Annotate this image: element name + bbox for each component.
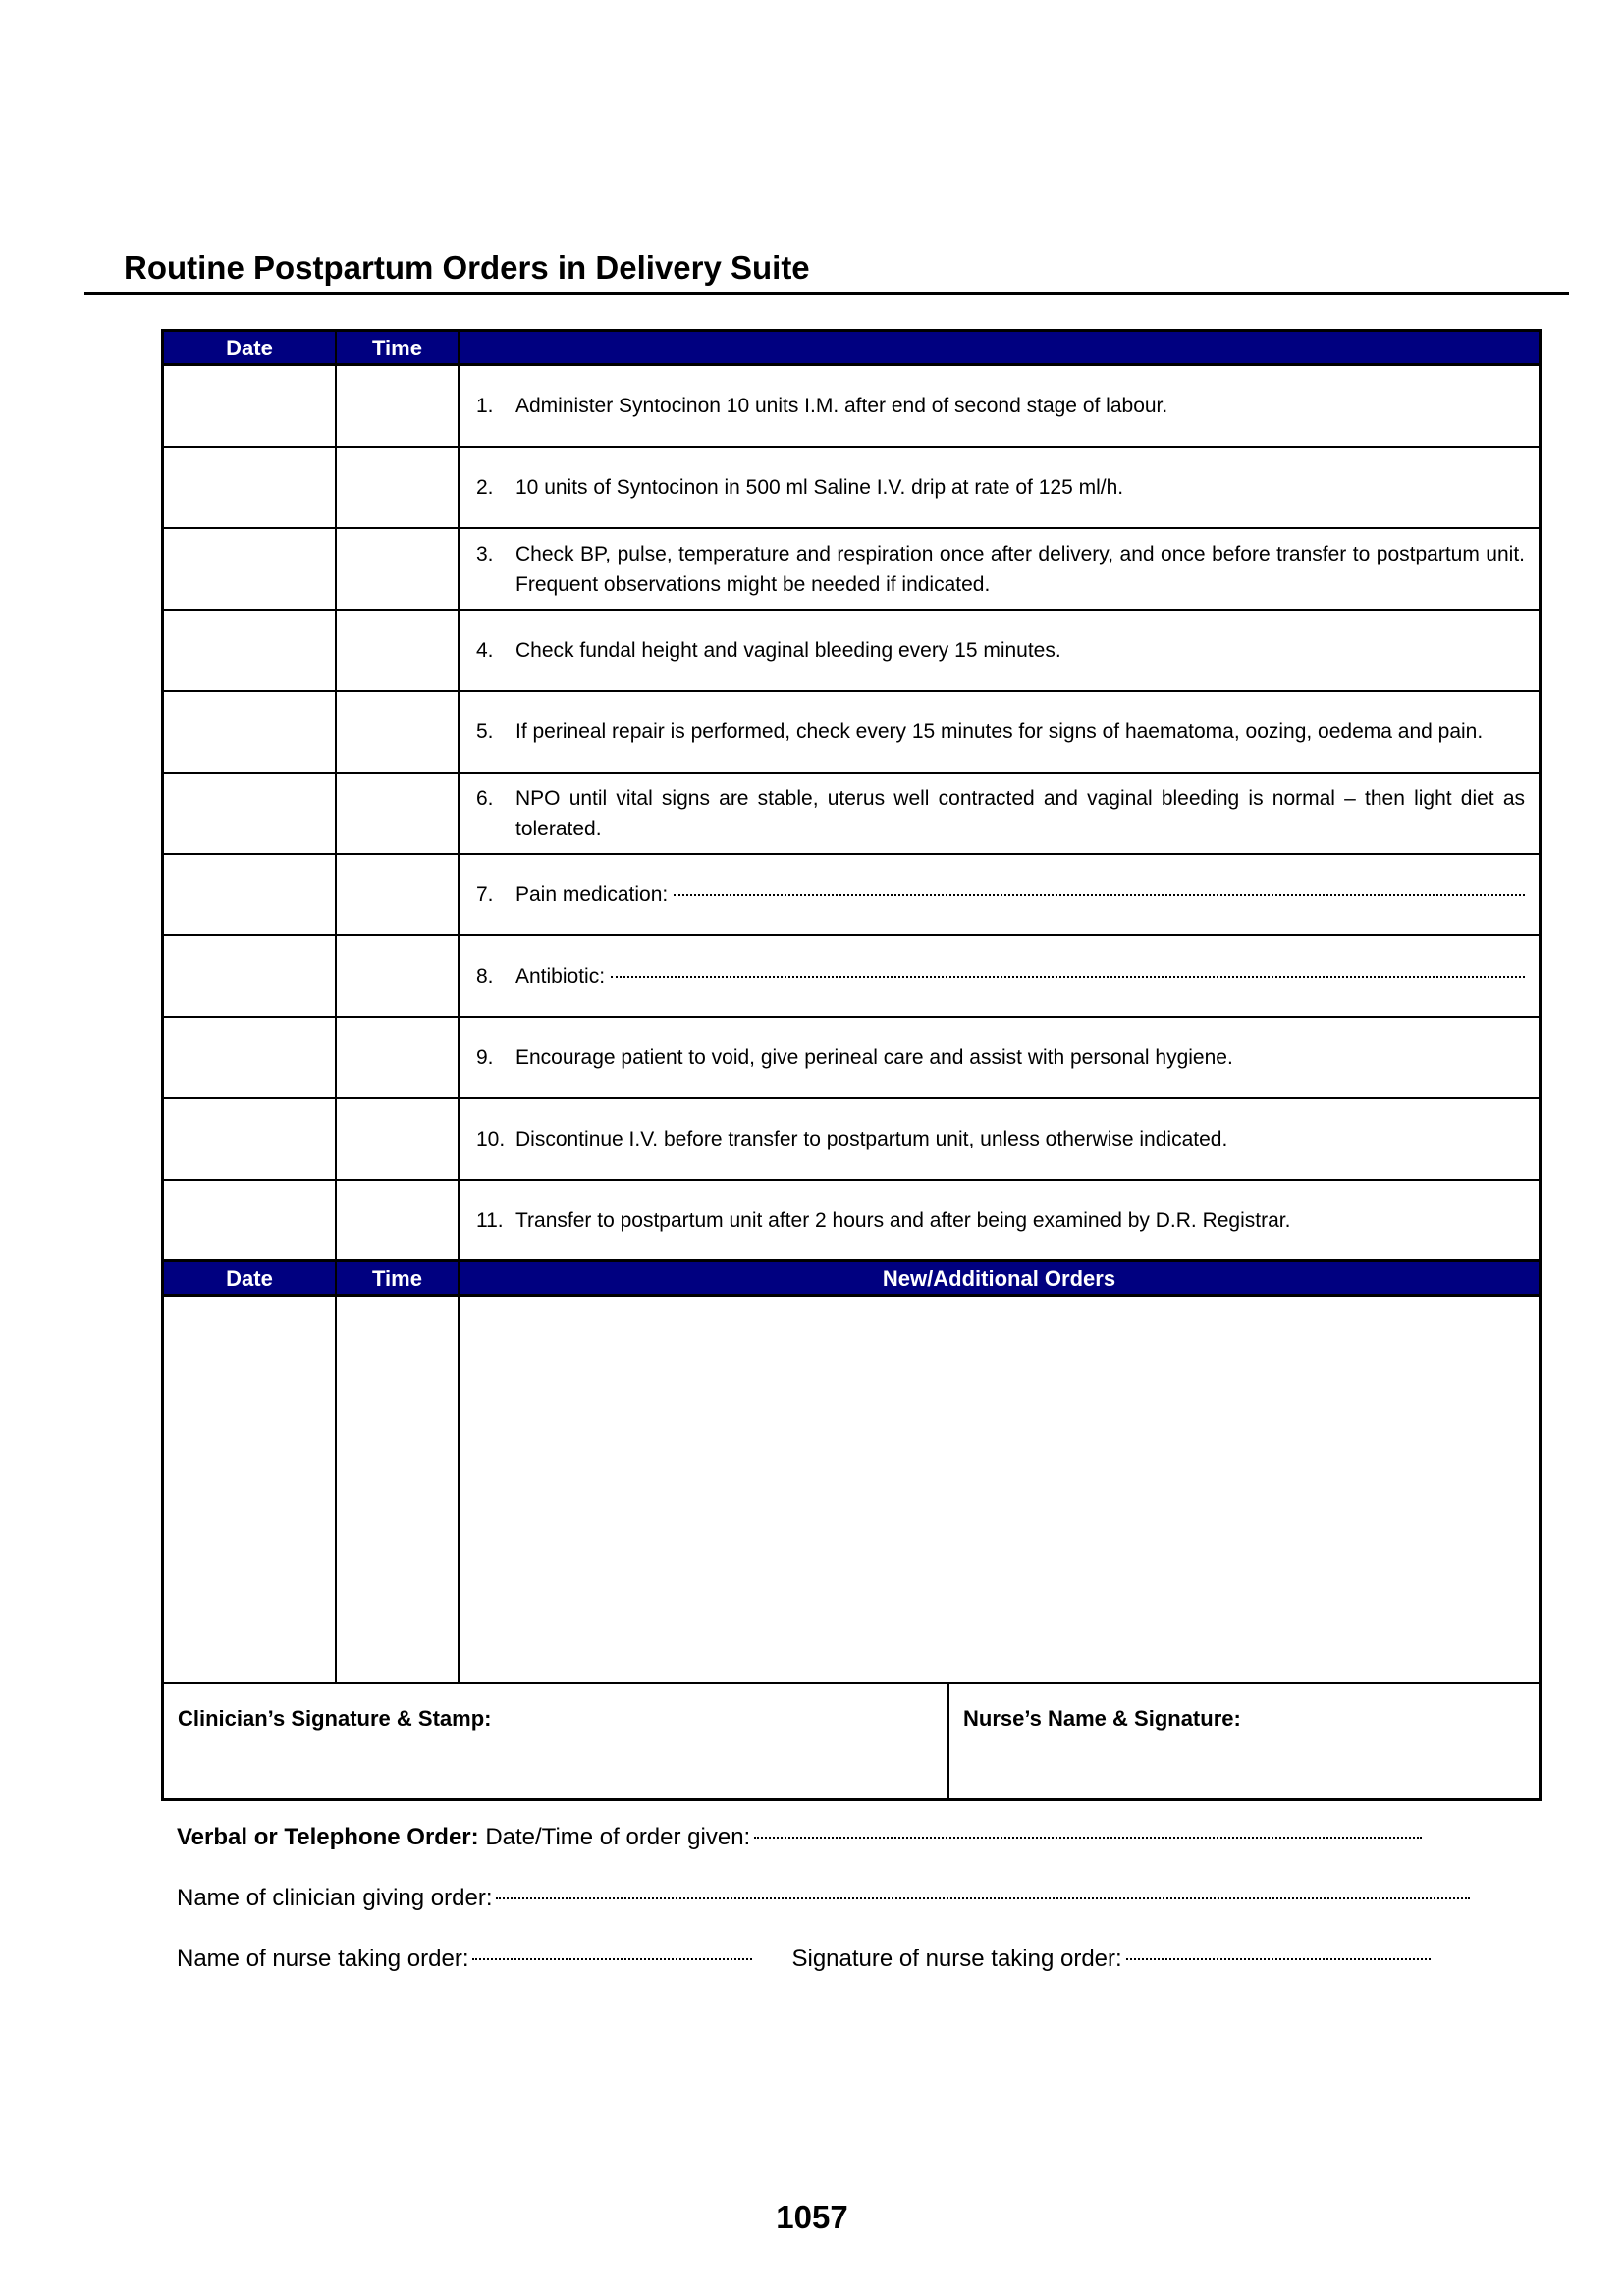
order-text: 10 units of Syntocinon in 500 ml Saline I.V. drip at rate of 125 ml/h. [515, 476, 1124, 499]
clinician-signature-label: Clinician’s Signature & Stamp: [178, 1706, 492, 1731]
clinician-name-field[interactable] [496, 1897, 1470, 1899]
date-cell[interactable] [164, 1099, 337, 1179]
additional-orders-field[interactable] [460, 1297, 1539, 1682]
order-text: Check BP, pulse, temperature and respiration once after delivery, and once before transfer to postpartum unit. Frequent observations might be needed if indicated. [515, 542, 1525, 596]
antibiotic-field[interactable] [611, 976, 1525, 978]
order-cell [460, 1099, 1539, 1179]
date-cell[interactable] [164, 692, 337, 772]
signature-row [164, 1684, 1539, 1798]
verbal-order-line [177, 1824, 1532, 1851]
date-cell[interactable] [164, 366, 337, 446]
order-number: 6. [476, 786, 494, 810]
order-number: 9. [476, 1046, 494, 1069]
nurse-signature-field[interactable] [949, 1684, 1539, 1798]
datetime-label: Date/Time of order given: [485, 1824, 751, 1850]
order-text: Discontinue I.V. before transfer to postpartum unit, unless otherwise indicated. [515, 1128, 1228, 1150]
header-date: Date [164, 1262, 337, 1294]
order-row-5 [164, 692, 1539, 774]
nurse-signature-label: Nurse’s Name & Signature: [963, 1706, 1241, 1731]
order-cell [460, 774, 1539, 853]
order-text: Encourage patient to void, give perineal care and assist with personal hygiene. [515, 1046, 1233, 1069]
order-number: 8. [476, 965, 494, 988]
routine-orders-table [161, 329, 1542, 1801]
order-cell [460, 611, 1539, 690]
header-time: Time [337, 332, 460, 363]
order-text: Transfer to postpartum unit after 2 hours and after being examined by D.R. Registrar. [515, 1208, 1291, 1232]
time-cell[interactable] [337, 1018, 460, 1097]
order-row-6 [164, 774, 1539, 855]
date-cell[interactable] [164, 774, 337, 853]
date-cell[interactable] [164, 855, 337, 934]
date-cell[interactable] [164, 936, 337, 1016]
additional-date-field[interactable] [164, 1297, 337, 1682]
order-text: Check fundal height and vaginal bleeding every 15 minutes. [515, 639, 1061, 662]
order-number: 3. [476, 542, 494, 565]
clinician-name-line [177, 1885, 1532, 1912]
additional-time-field[interactable] [337, 1297, 460, 1682]
order-number: 7. [476, 883, 494, 906]
nurse-name-label: Name of nurse taking order: [177, 1946, 469, 1972]
order-row-11 [164, 1181, 1539, 1262]
time-cell[interactable] [337, 855, 460, 934]
nurse-signature-order-field[interactable] [1126, 1958, 1431, 1960]
order-row-4 [164, 611, 1539, 692]
order-number: 4. [476, 639, 494, 662]
order-cell [460, 366, 1539, 446]
order-number: 5. [476, 721, 494, 743]
order-row-9 [164, 1018, 1539, 1099]
time-cell[interactable] [337, 1099, 460, 1179]
clinician-signature-field[interactable] [164, 1684, 949, 1798]
order-cell [460, 529, 1539, 609]
order-row-8 [164, 936, 1539, 1018]
time-cell[interactable] [337, 774, 460, 853]
nurse-signature-order-label: Signature of nurse taking order: [791, 1946, 1122, 1972]
nurse-order-line [177, 1946, 1532, 1973]
order-cell [460, 692, 1539, 772]
date-cell[interactable] [164, 1181, 337, 1259]
header-orders [460, 332, 1539, 363]
order-row-3 [164, 529, 1539, 611]
title-divider [84, 292, 1569, 295]
order-row-2 [164, 448, 1539, 529]
order-cell [460, 1018, 1539, 1097]
date-cell[interactable] [164, 611, 337, 690]
time-cell[interactable] [337, 936, 460, 1016]
time-cell[interactable] [337, 611, 460, 690]
header-new-orders: New/Additional Orders [882, 1266, 1116, 1291]
order-text: Administer Syntocinon 10 units I.M. after end of second stage of labour. [515, 395, 1168, 417]
additional-table-header [164, 1262, 1539, 1297]
order-cell [460, 855, 1539, 934]
date-cell[interactable] [164, 529, 337, 609]
order-row-7 [164, 855, 1539, 936]
additional-orders-body [164, 1297, 1539, 1684]
order-row-1 [164, 366, 1539, 448]
header-date: Date [164, 332, 337, 363]
order-number: 1. [476, 395, 494, 417]
time-cell[interactable] [337, 366, 460, 446]
date-cell[interactable] [164, 448, 337, 527]
order-number: 11. [476, 1208, 504, 1232]
order-text: Pain medication: [515, 883, 669, 906]
time-cell[interactable] [337, 1181, 460, 1259]
order-number: 10. [476, 1128, 506, 1150]
order-text: If perineal repair is performed, check every 15 minutes for signs of haematoma, oozing, oedema and pain. [515, 721, 1484, 743]
order-number: 2. [476, 476, 494, 499]
header-time: Time [337, 1262, 460, 1294]
date-cell[interactable] [164, 1018, 337, 1097]
clinician-name-label: Name of clinician giving order: [177, 1885, 493, 1911]
time-cell[interactable] [337, 692, 460, 772]
pain-medication-field[interactable] [674, 894, 1525, 896]
verbal-order-heading: Verbal or Telephone Order: [177, 1824, 479, 1850]
routine-table-header [164, 332, 1539, 366]
order-row-10 [164, 1099, 1539, 1181]
order-cell [460, 448, 1539, 527]
order-cell [460, 936, 1539, 1016]
time-cell[interactable] [337, 529, 460, 609]
time-cell[interactable] [337, 448, 460, 527]
order-cell [460, 1181, 1539, 1259]
page-title: Routine Postpartum Orders in Delivery Suite [124, 249, 810, 286]
page-number: 1057 [776, 2199, 848, 2235]
nurse-name-field[interactable] [472, 1958, 752, 1960]
order-text: NPO until vital signs are stable, uterus well contracted and vaginal bleeding is normal – then light diet as tolerated. [515, 786, 1525, 840]
order-text: Antibiotic: [515, 965, 606, 988]
datetime-field[interactable] [754, 1837, 1422, 1839]
